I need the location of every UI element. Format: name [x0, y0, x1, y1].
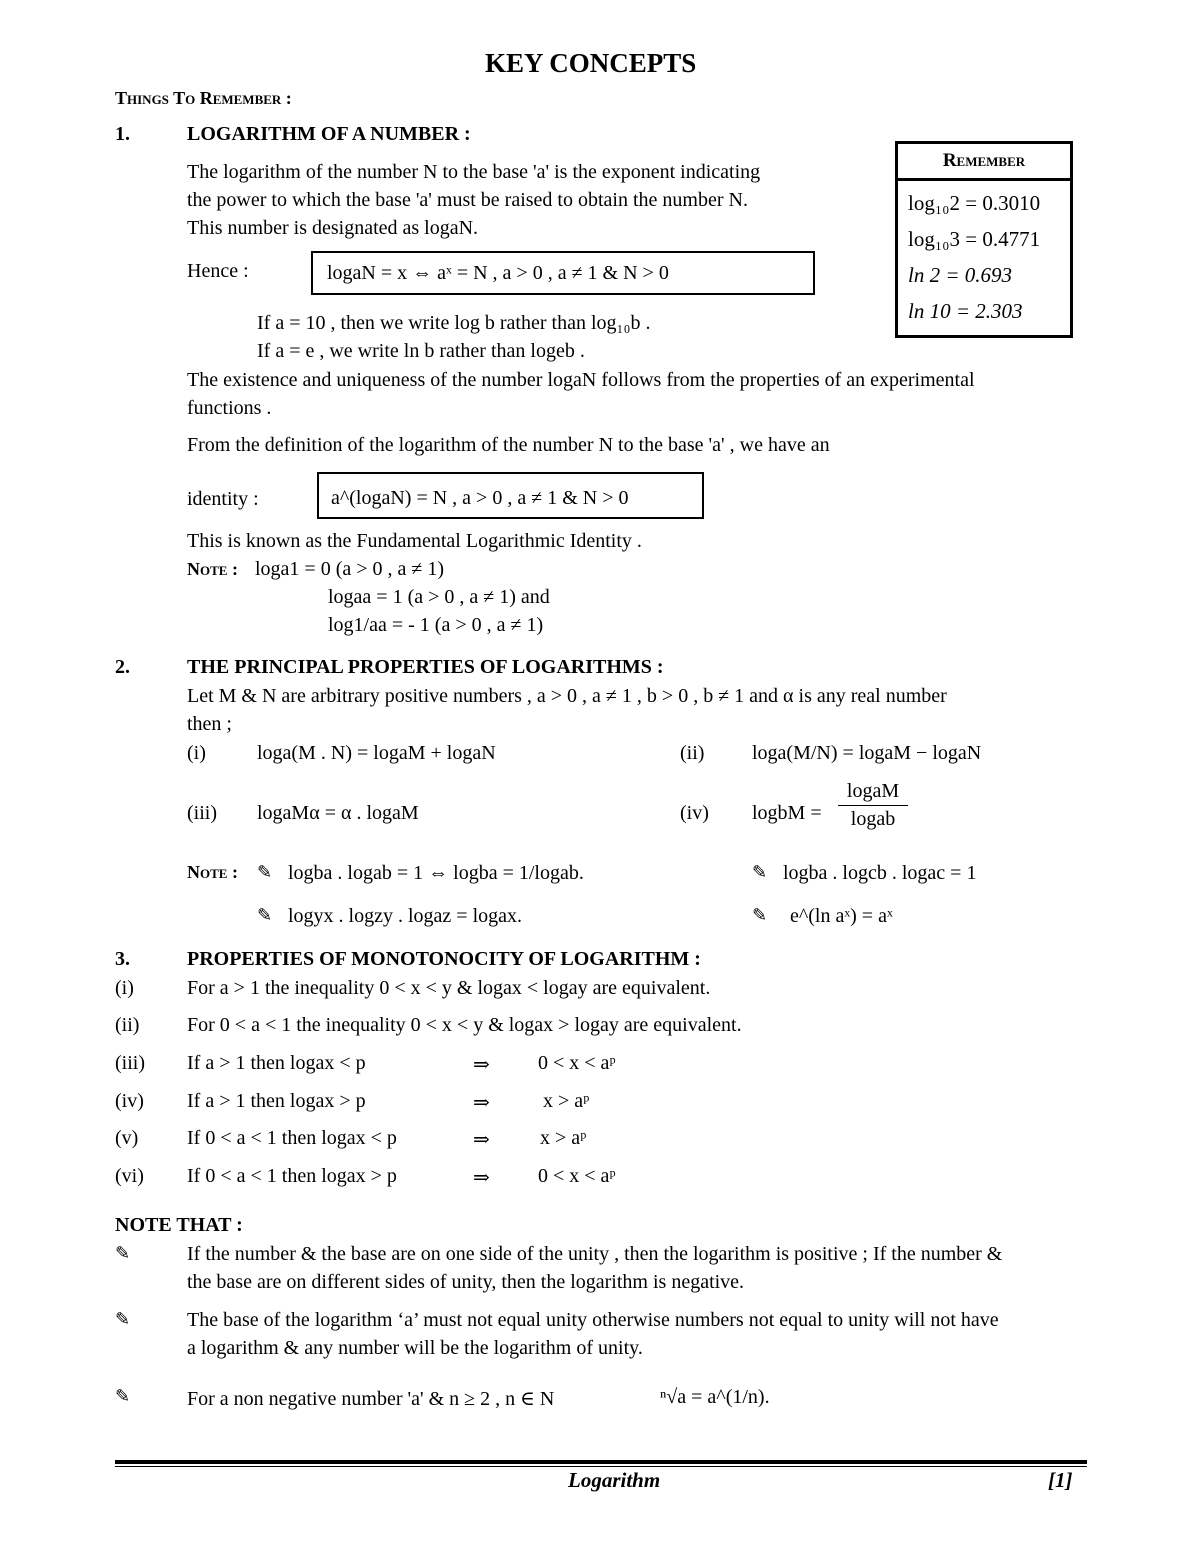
monotonicity-i-text: For a > 1 the inequality 0 < x < y & logax < logay are equivalent.: [187, 977, 711, 999]
note-change-of-base: logba . logab = 1 ⇔ logba = 1/logab.: [288, 862, 584, 884]
pencil-icon: ✎: [115, 1243, 131, 1263]
property-ii-label: (ii): [680, 742, 705, 764]
existence-line2: functions .: [187, 397, 272, 419]
section2-note-label: Note :: [187, 862, 238, 882]
remember-log10-3: log₁₀3 = 0.4771: [908, 227, 1041, 251]
monotonicity-vi-label: (vi): [115, 1165, 144, 1187]
note-exp-ln: e^(ln aˣ) = aˣ: [790, 905, 893, 927]
identity-formula-box: [317, 472, 704, 519]
property-iv-denominator: logab: [850, 808, 896, 830]
page-title: KEY CONCEPTS: [485, 48, 697, 78]
footer-rule-thin: [115, 1466, 1087, 1467]
identity-label: identity :: [187, 488, 259, 510]
property-iv-numerator: logaM: [846, 780, 900, 802]
section1-para-line1: The logarithm of the number N to the base 'a' is the exponent indicating: [187, 161, 761, 183]
property-i-formula: loga(M . N) = logaM + logaN: [257, 742, 496, 764]
footer-rule: [115, 1460, 1087, 1464]
section1-number: 1.: [115, 123, 130, 145]
note-that-heading: NOTE THAT :: [115, 1214, 243, 1236]
implies-arrow: ⇒: [473, 1092, 490, 1114]
note-that-bullet1-line2: the base are on different sides of unity, then the logarithm is negative.: [187, 1271, 745, 1293]
if-a-equals-10: If a = 10 , then we write log b rather than log₁₀b .: [257, 312, 651, 334]
monotonicity-iii-label: (iii): [115, 1052, 145, 1074]
hence-formula-box: [311, 251, 815, 295]
section1-heading: LOGARITHM OF A NUMBER :: [187, 123, 471, 145]
pencil-icon: ✎: [257, 862, 273, 882]
note-that-bullet2-line1: The base of the logarithm ‘a’ must not equal unity otherwise numbers not equal to unity will not have: [187, 1309, 999, 1331]
section1-note-label: Note :: [187, 559, 238, 579]
property-iii-formula: logaMα = α . logaM: [257, 802, 419, 824]
hence-formula: logaN = x ⇔ aˣ = N , a > 0 , a ≠ 1 & N > 0: [327, 262, 669, 284]
section2-intro-line1: Let M & N are arbitrary positive numbers , a > 0 , a ≠ 1 , b > 0 , b ≠ 1 and α is any real number: [187, 685, 947, 707]
monotonicity-v-label: (v): [115, 1127, 139, 1149]
fraction-bar: [838, 805, 908, 806]
section2-heading: THE PRINCIPAL PROPERTIES OF LOGARITHMS :: [187, 656, 664, 678]
monotonicity-ii-label: (ii): [115, 1014, 140, 1036]
pencil-icon: ✎: [752, 905, 768, 925]
pencil-icon: ✎: [115, 1386, 131, 1406]
monotonicity-v-condition: If 0 < a < 1 then logax < p: [187, 1127, 397, 1149]
pencil-icon: ✎: [752, 862, 768, 882]
page-number: [1]: [1048, 1468, 1073, 1492]
property-iv-lhs: logbM =: [752, 802, 822, 824]
monotonicity-iii-condition: If a > 1 then logax < p: [187, 1052, 366, 1074]
section2-intro-line2: then ;: [187, 713, 232, 735]
hence-label: Hence :: [187, 260, 249, 282]
fundamental-identity-line: This is known as the Fundamental Logarithmic Identity .: [187, 530, 642, 552]
section1-para-line2: the power to which the base 'a' must be raised to obtain the number N.: [187, 189, 748, 211]
monotonicity-i-label: (i): [115, 977, 134, 999]
note-log-reciprocal: log1/aa = - 1 (a > 0 , a ≠ 1): [328, 614, 544, 636]
pencil-icon: ✎: [257, 905, 273, 925]
monotonicity-iv-label: (iv): [115, 1090, 144, 1112]
remember-title: Remember: [898, 144, 1070, 181]
remember-log10-2: log₁₀2 = 0.3010: [908, 191, 1041, 215]
note-log-a: logaa = 1 (a > 0 , a ≠ 1) and: [328, 586, 550, 608]
footer-title: Logarithm: [568, 1468, 661, 1492]
remember-box: [895, 141, 1073, 338]
note-that-bullet3: For a non negative number 'a' & n ≥ 2 , n ∈ N: [187, 1388, 555, 1410]
monotonicity-vi-result: 0 < x < aᵖ: [538, 1165, 616, 1187]
monotonicity-ii-text: For 0 < a < 1 the inequality 0 < x < y & logax > logay are equivalent.: [187, 1014, 742, 1036]
property-iv-label: (iv): [680, 802, 709, 824]
remember-ln-10: ln 10 = 2.303: [908, 299, 1023, 323]
implies-arrow: ⇒: [473, 1129, 490, 1151]
monotonicity-iv-result: x > aᵖ: [543, 1090, 590, 1112]
pencil-icon: ✎: [115, 1309, 131, 1329]
monotonicity-v-result: x > aᵖ: [540, 1127, 587, 1149]
section1-para-line3: This number is designated as logaN.: [187, 217, 479, 239]
nth-root-formula: ⁿ√a = a^(1/n).: [660, 1386, 770, 1408]
if-a-equals-e: If a = e , we write ln b rather than logeb .: [257, 340, 585, 362]
identity-formula: a^(logaN) = N , a > 0 , a ≠ 1 & N > 0: [331, 487, 629, 509]
section3-number: 3.: [115, 948, 130, 970]
implies-arrow: ⇒: [473, 1167, 490, 1189]
implies-arrow: ⇒: [473, 1054, 490, 1076]
things-to-remember-label: Things To Remember :: [115, 88, 292, 108]
monotonicity-iii-result: 0 < x < aᵖ: [538, 1052, 616, 1074]
section3-heading: PROPERTIES OF MONOTONOCITY OF LOGARITHM :: [187, 948, 701, 970]
property-i-label: (i): [187, 742, 206, 764]
note-chain-xyz: logyx . logzy . logaz = logax.: [288, 905, 523, 927]
monotonicity-vi-condition: If 0 < a < 1 then logax > p: [187, 1165, 397, 1187]
property-iii-label: (iii): [187, 802, 217, 824]
property-iv-fraction: [838, 780, 908, 831]
note-chain-rule: logba . logcb . logac = 1: [783, 862, 977, 884]
monotonicity-iv-condition: If a > 1 then logax > p: [187, 1090, 366, 1112]
existence-line1: The existence and uniqueness of the number logaN follows from the properties of an experimental: [187, 369, 975, 391]
note-that-bullet2-line2: a logarithm & any number will be the logarithm of unity.: [187, 1337, 643, 1359]
note-that-bullet1-line1: If the number & the base are on one side of the unity , then the logarithm is positive ; If the number &: [187, 1243, 1003, 1265]
note-log-1: loga1 = 0 (a > 0 , a ≠ 1): [255, 558, 445, 580]
remember-ln-2: ln 2 = 0.693: [908, 263, 1013, 287]
section2-number: 2.: [115, 656, 130, 678]
property-ii-formula: loga(M/N) = logaM − logaN: [752, 742, 982, 764]
definition-line: From the definition of the logarithm of the number N to the base 'a' , we have an: [187, 434, 830, 456]
